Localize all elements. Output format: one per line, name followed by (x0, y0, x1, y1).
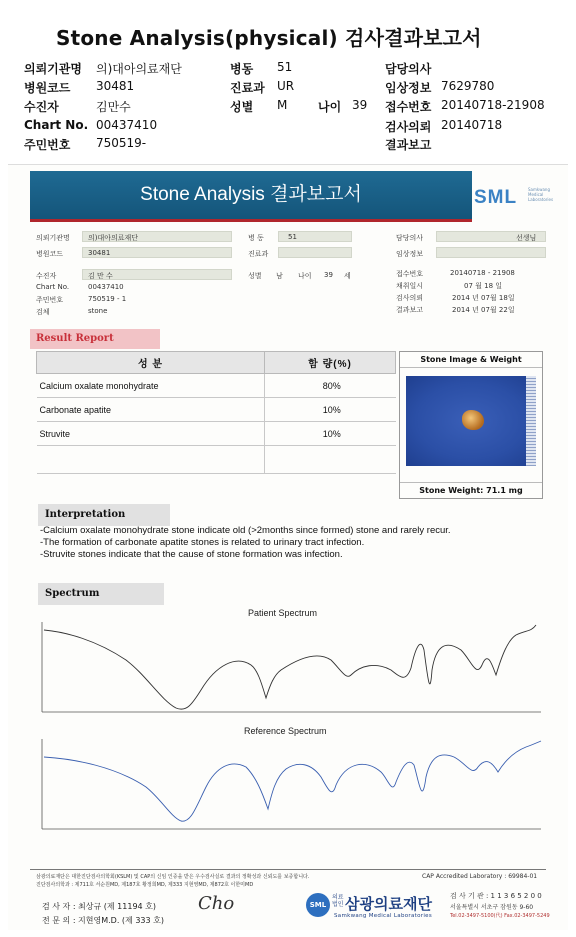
amount-cell: 10% (265, 398, 396, 422)
interpretation-text (40, 525, 550, 561)
org-code: 검 사 기 관 : 1 1 3 6 5 2 0 0 (450, 892, 542, 900)
stone-image-title: Stone Image & Weight (400, 352, 542, 368)
info-label: 검사의뢰 (396, 294, 424, 302)
info-value: 김 만 수 (88, 272, 113, 280)
info-label: 주민번호 (36, 296, 64, 304)
component-cell: Calcium oxalate monohydrate (37, 374, 265, 398)
patient-spectrum-plot (36, 620, 546, 720)
result-report-heading: Result Report (30, 329, 160, 349)
org-address: 서울특별시 서초구 잠원동 9-60 (450, 904, 534, 911)
table-row (37, 422, 396, 446)
reference-spectrum-plot (36, 737, 546, 837)
info-value: 39 (324, 271, 333, 279)
org-phone: Tel.02-3497-5100(代) Fax.02-3497-5249 (450, 913, 550, 919)
info-label: 담당의사 (396, 234, 424, 242)
field-age: 나이 39 (318, 98, 368, 114)
report-banner: Stone Analysis 결과보고서 (30, 171, 472, 219)
interpretation-line: -The formation of carbonate apatite stones is related to urinary tract infection. (40, 537, 365, 548)
field-test-request: 검사의뢰 20140718 (385, 118, 503, 134)
footer-divider (30, 869, 546, 870)
field-clinical-info: 임상정보 7629780 (385, 79, 495, 95)
sml-logo: SML (474, 187, 518, 208)
field-chart-no: Chart No. 00437410 (24, 118, 158, 132)
footer-note: 삼광의료재단은 대한진단검사의학회(KSLM) 및 CAP의 신임 인증을 받은 우수검사실로 결과의 정확성과 신뢰도를 보증합니다. (36, 874, 310, 880)
sml-logo-subtitle: Samkwang Medical Laboratories (528, 187, 554, 202)
info-value: 남 (276, 272, 283, 280)
composition-table (36, 351, 396, 474)
banner-stripe (30, 219, 472, 222)
tester-line: 검 사 자 : 최상규 (제 11194 호) (42, 902, 157, 911)
field-ward: 병동 51 (230, 60, 293, 76)
info-value: 2014 년 07월 18일 (452, 294, 515, 302)
sml-seal-icon: SML (306, 893, 330, 917)
field-patient: 수진자 김만수 (24, 100, 131, 114)
table-row (37, 398, 396, 422)
amount-cell: 10% (265, 422, 396, 446)
fund-name: 삼광의료재단 (345, 895, 432, 913)
patient-spectrum-title: Patient Spectrum (248, 608, 318, 618)
fund-prefix: 의료법인 (332, 894, 344, 908)
doctor-line: 전 문 의 : 지현영M.D. (제 333 호) (42, 916, 164, 925)
field-attending-doctor: 담당의사 (385, 62, 432, 76)
info-value: 750519 - 1 (88, 295, 127, 303)
stone-photo (406, 376, 536, 466)
info-label: 나이 (298, 272, 312, 280)
field-reception-no: 접수번호 20140718-21908 (385, 98, 545, 114)
field-sex: 성별 M (230, 98, 288, 114)
component-cell: Struvite (37, 422, 265, 446)
footer-note: 진단검사의학과 : 제711호 서순원MD, 제187호 황정희MD, 제333 지현영MD, 제872호 이한미MD (36, 882, 254, 888)
info-label: 검체 (36, 308, 50, 316)
table-row (37, 374, 396, 398)
accreditation: CAP Accredited Laboratory : 69984-01 (422, 873, 538, 880)
info-value: stone (88, 307, 108, 315)
info-value: 2014 년 07월 22일 (452, 306, 515, 314)
column-header-component: 성 분 (37, 352, 265, 374)
info-unit: 세 (344, 272, 351, 280)
field-requesting-institution: 의뢰기관명 의)대아의료재단 (24, 62, 182, 76)
stone-specimen (462, 410, 484, 430)
fund-english-name: Samkwang Medical Laboratories (334, 913, 432, 919)
info-label: 성별 (248, 272, 262, 280)
info-label: 접수번호 (396, 270, 424, 278)
field-resident-no: 주민번호 750519- (24, 136, 147, 152)
amount-cell: 80% (265, 374, 396, 398)
info-field-box (436, 247, 546, 258)
stone-image-panel (399, 351, 543, 499)
interpretation-line: -Struvite stones indicate that the cause of stone formation was infection. (40, 549, 343, 560)
component-cell: Carbonate apatite (37, 398, 265, 422)
info-value: 07 월 18 일 (464, 282, 503, 290)
info-field-box (278, 247, 352, 258)
info-label: 임상정보 (396, 250, 424, 258)
info-label: 의뢰기관명 (36, 234, 70, 242)
field-department: 진료과 UR (230, 79, 295, 95)
info-value: 00437410 (88, 283, 124, 291)
info-value: 20140718 - 21908 (450, 269, 515, 277)
info-label: 병 동 (248, 234, 264, 242)
field-hospital-code: 병원코드 30481 (24, 79, 135, 95)
ruler (526, 376, 536, 466)
field-result-report: 결과보고 (385, 138, 432, 152)
reference-spectrum-title: Reference Spectrum (244, 726, 327, 736)
column-header-amount: 함 량(%) (265, 352, 396, 374)
info-label: 진료과 (248, 250, 269, 258)
info-value: 선생님 (516, 234, 537, 242)
info-label: 병원코드 (36, 250, 64, 258)
interpretation-heading: Interpretation (38, 504, 170, 526)
info-label: 채취일시 (396, 282, 424, 290)
info-value: 의)대아의료재단 (88, 234, 139, 242)
signature: Cho (198, 893, 235, 914)
info-label: 수진자 (36, 272, 57, 280)
stone-weight: Stone Weight: 71.1 mg (400, 482, 542, 498)
interpretation-line: -Calcium oxalate monohydrate stone indicate old (>2months since formed) stone and rarely recur. (40, 525, 451, 536)
table-row-empty (37, 446, 396, 474)
info-value: 30481 (88, 249, 111, 257)
info-value: 51 (288, 233, 297, 241)
info-label: 결과보고 (396, 306, 424, 314)
spectrum-heading: Spectrum (38, 583, 164, 605)
page-title: Stone Analysis(physical) 검사결과보고서 (56, 26, 482, 50)
info-label: Chart No. (36, 283, 70, 291)
scanned-report (8, 164, 568, 930)
